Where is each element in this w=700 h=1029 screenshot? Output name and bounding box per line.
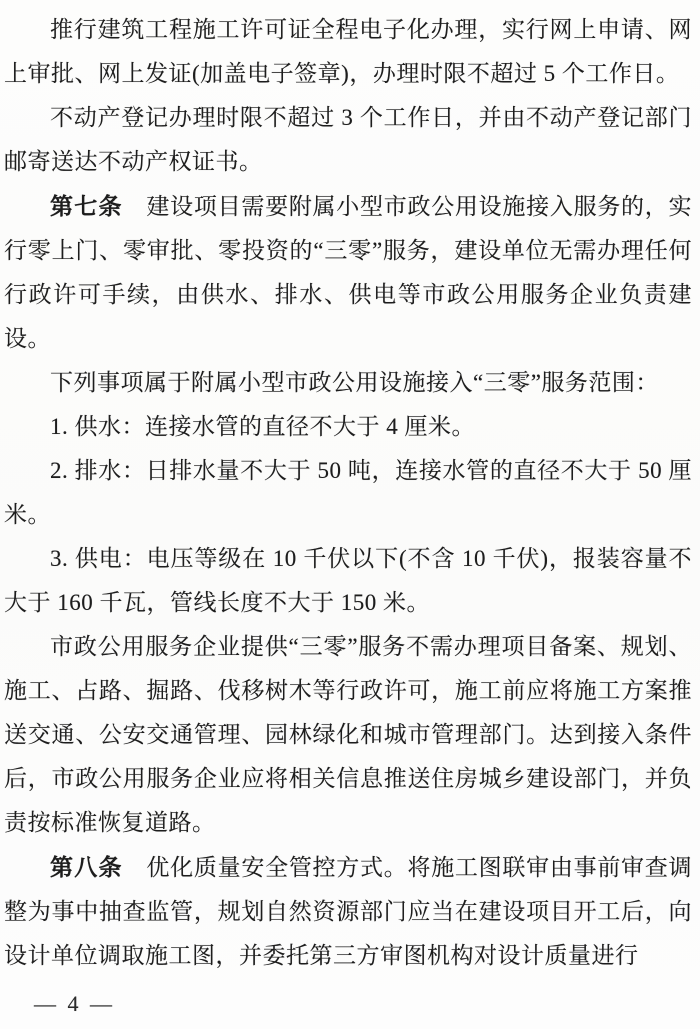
paragraph: 市政公用服务企业提供“三零”服务不需办理项目备案、规划、施工、占路、掘路、伐移树木等行政许可，施工前应将施工方案推送交通、公安交通管理、园林绿化和城市管理部门。达到接入条件后，市政公用服务企业应将相关信息推送住房城乡建设部门，并负责按标准恢复道路。 — [4, 634, 692, 835]
article-paragraph: 第七条 建设项目需要附属小型市政公用设施接入服务的，实行零上门、零审批、零投资的“三零”服务，建设单位无需办理任何行政许可手续，由供水、排水、供电等市政公用服务企业负责建设。 — [4, 193, 693, 351]
paragraph: 1. 供水：连接水管的直径不大于 4 厘米。 — [50, 414, 475, 439]
article-number: 第八条 — [50, 854, 123, 880]
article-number: 第七条 — [50, 193, 123, 219]
paragraph: 下列事项属于附属小型市政公用设施接入“三零”服务范围： — [50, 370, 659, 395]
article-paragraph: 第八条 优化质量安全管控方式。将施工图联审由事前审查调整为事中抽查监管，规划自然资源部门应当在建设项目开工后，向设计单位调取施工图，并委托第三方审图机构对设计质量进行 — [4, 854, 693, 968]
paragraph: 2. 排水：日排水量不大于 50 吨，连接水管的直径不大于 50 厘米。 — [4, 458, 693, 527]
page-number: — 4 — — [34, 991, 115, 1016]
document-body — [4, 8, 692, 978]
page-footer — [34, 991, 115, 1017]
paragraph: 推行建筑工程施工许可证全程电子化办理，实行网上申请、网上审批、网上发证(加盖电子签章)，办理时限不超过 5 个工作日。 — [4, 17, 692, 86]
paragraph: 3. 供电：电压等级在 10 千伏以下(不含 10 千伏)，报装容量不大于 160 千瓦，管线长度不大于 150 米。 — [4, 546, 692, 615]
paragraph: 不动产登记办理时限不超过 3 个工作日，并由不动产登记部门邮寄送达不动产权证书。 — [4, 105, 692, 174]
